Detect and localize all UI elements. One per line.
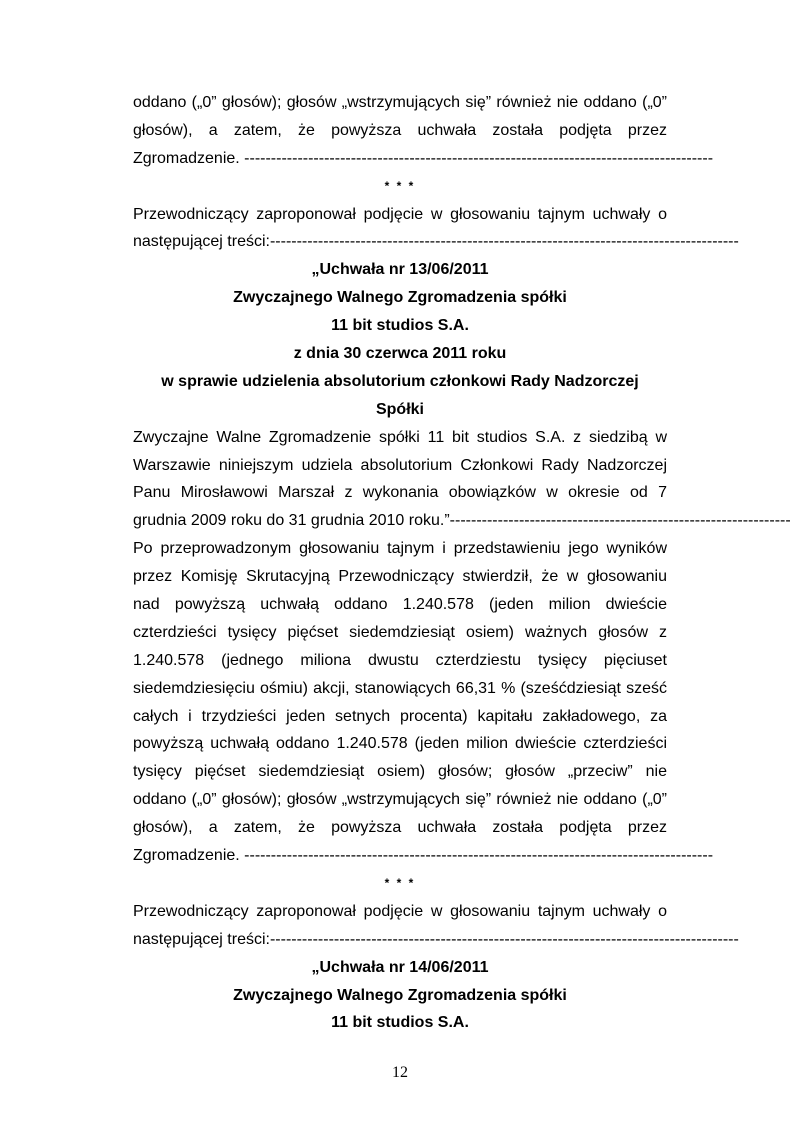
text-line: Zgromadzenie. ---------------------------------------------------------------------------------------- xyxy=(133,149,714,167)
text-line: Po przeprowadzonym głosowaniu tajnym i przedstawieniu jego wyników xyxy=(133,540,667,558)
text-line: Zgromadzenie. ---------------------------------------------------------------------------------------- xyxy=(133,847,714,865)
resolution-heading-line: „Uchwała nr 14/06/2011 xyxy=(311,958,489,976)
text-line: Przewodniczący zaproponował podjęcie w głosowaniu tajnym uchwały o xyxy=(133,902,667,920)
text-line: głosów), a zatem, że powyższa uchwała została podjęta przez xyxy=(133,819,667,837)
text-line: następującej treści:---------------------------------------------------------------------------------------- xyxy=(133,233,739,251)
text-line: siedemdziesięciu ośmiu) akcji, stanowiących 66,31 % (sześćdziesiąt sześć xyxy=(133,679,667,697)
text-line: Panu Mirosławowi Marszał z wykonania obowiązków w okresie od 7 xyxy=(133,484,667,502)
page-number: 12 xyxy=(392,1064,408,1081)
section-separator: * * * xyxy=(384,178,416,193)
section-separator: * * * xyxy=(384,875,416,890)
text-line: nad powyższą uchwałą oddano 1.240.578 (jeden milion dwieście xyxy=(133,596,667,614)
resolution-heading-line: „Uchwała nr 13/06/2011 xyxy=(311,261,489,279)
text-line: oddano („0” głosów); głosów „wstrzymujących się” również nie oddano („0” xyxy=(133,94,667,111)
text-line: następującej treści:---------------------------------------------------------------------------------------- xyxy=(133,930,739,948)
text-line: 1.240.578 (jednego miliona dwustu czterdziestu tysięcy pięciuset xyxy=(133,651,667,669)
text-line: Przewodniczący zaproponował podjęcie w głosowaniu tajnym uchwały o xyxy=(133,205,667,223)
text-line: Warszawie niniejszym udziela absolutorium Członkowi Rady Nadzorczej xyxy=(133,456,667,474)
text-line: całych i trzydzieści jeden setnych procenta) kapitału zakładowego, za xyxy=(133,707,667,725)
text-line: Zwyczajne Walne Zgromadzenie spółki 11 bit studios S.A. z siedzibą w xyxy=(133,428,667,446)
resolution-heading-line: Zwyczajnego Walnego Zgromadzenia spółki xyxy=(233,289,567,307)
text-line: tysięcy pięćset siedemdziesiąt osiem) głosów; głosów „przeciw” nie xyxy=(133,763,667,781)
text-line: oddano („0” głosów); głosów „wstrzymujących się” również nie oddano („0” xyxy=(133,791,667,809)
resolution-heading-line: 11 bit studios S.A. xyxy=(331,1014,469,1032)
text-line: głosów), a zatem, że powyższa uchwała została podjęta przez xyxy=(133,121,667,139)
resolution-heading-line: 11 bit studios S.A. xyxy=(331,317,469,335)
text-line: powyższą uchwałą oddano 1.240.578 (jeden milion dwieście czterdzieści xyxy=(133,735,667,753)
resolution-heading-line: Zwyczajnego Walnego Zgromadzenia spółki xyxy=(233,986,567,1004)
resolution-heading-line: w sprawie udzielenia absolutorium członkowi Rady Nadzorczej xyxy=(161,372,639,390)
text-line: przez Komisję Skrutacyjną Przewodniczący stwierdził, że w głosowaniu xyxy=(133,568,667,586)
resolution-heading-line: z dnia 30 czerwca 2011 roku xyxy=(293,345,507,363)
document-body xyxy=(133,89,791,1037)
resolution-heading-line: Spółki xyxy=(375,400,424,418)
text-line: grudnia 2009 roku do 31 grudnia 2010 roku.”---------------------------------------------------------------- xyxy=(133,512,791,530)
text-line: czterdzieści tysięcy pięćset siedemdziesiąt osiem) ważnych głosów z xyxy=(133,623,667,641)
